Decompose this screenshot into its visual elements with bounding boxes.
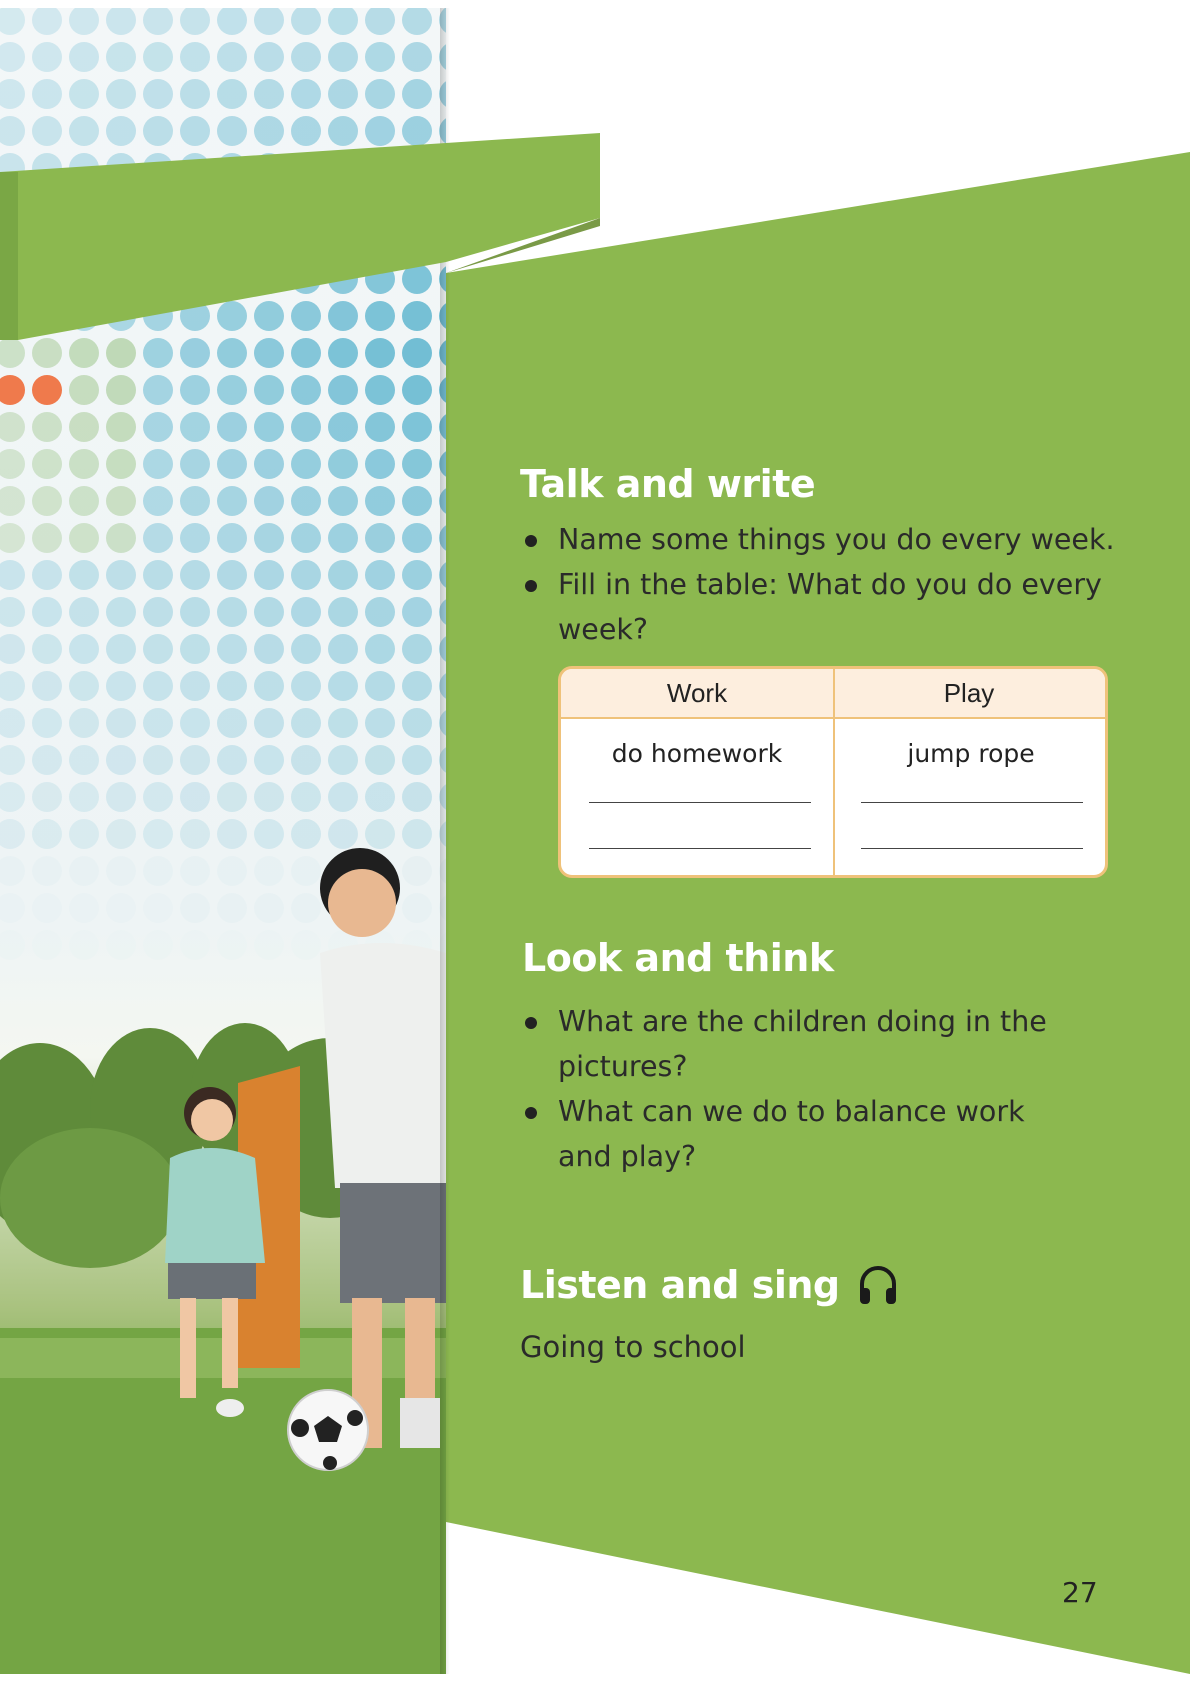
- work-play-table: [558, 666, 1108, 878]
- look-and-think-list: [522, 999, 1082, 1179]
- headphones-icon[interactable]: [856, 1262, 900, 1308]
- section-heading-listen-and-sing: Listen and sing: [520, 1263, 840, 1307]
- write-line-work-1[interactable]: [589, 802, 811, 803]
- green-ribbon: [0, 0, 620, 360]
- list-item: Name some things you do every week.: [522, 517, 1142, 562]
- listen-and-sing-heading-row: [520, 1262, 900, 1308]
- list-item: What can we do to balance work and play?: [522, 1089, 1082, 1179]
- write-line-play-2[interactable]: [861, 848, 1083, 849]
- table-cell-play: jump rope: [907, 739, 1035, 768]
- bullet-icon: [525, 580, 537, 592]
- write-line-play-1[interactable]: [861, 802, 1083, 803]
- section-heading-look-and-think: Look and think: [522, 936, 834, 980]
- section-heading-talk-and-write: Talk and write: [520, 462, 816, 506]
- bullet-icon: [525, 535, 537, 547]
- list-item: Fill in the table: What do you do every week?: [522, 562, 1142, 652]
- bullet-icon: [525, 1017, 537, 1029]
- soccer-ball-icon: [288, 1390, 368, 1470]
- table-header-play: Play: [943, 677, 995, 708]
- column-divider: [833, 669, 835, 875]
- page-number: 27: [1062, 1576, 1098, 1609]
- list-item: What are the children doing in the pictures?: [522, 999, 1082, 1089]
- table-header-work: Work: [666, 677, 728, 708]
- talk-and-write-list: [522, 517, 1142, 652]
- bullet-icon: [525, 1107, 537, 1119]
- table-cell-work: do homework: [611, 739, 783, 768]
- write-line-work-2[interactable]: [589, 848, 811, 849]
- song-title: Going to school: [520, 1330, 746, 1364]
